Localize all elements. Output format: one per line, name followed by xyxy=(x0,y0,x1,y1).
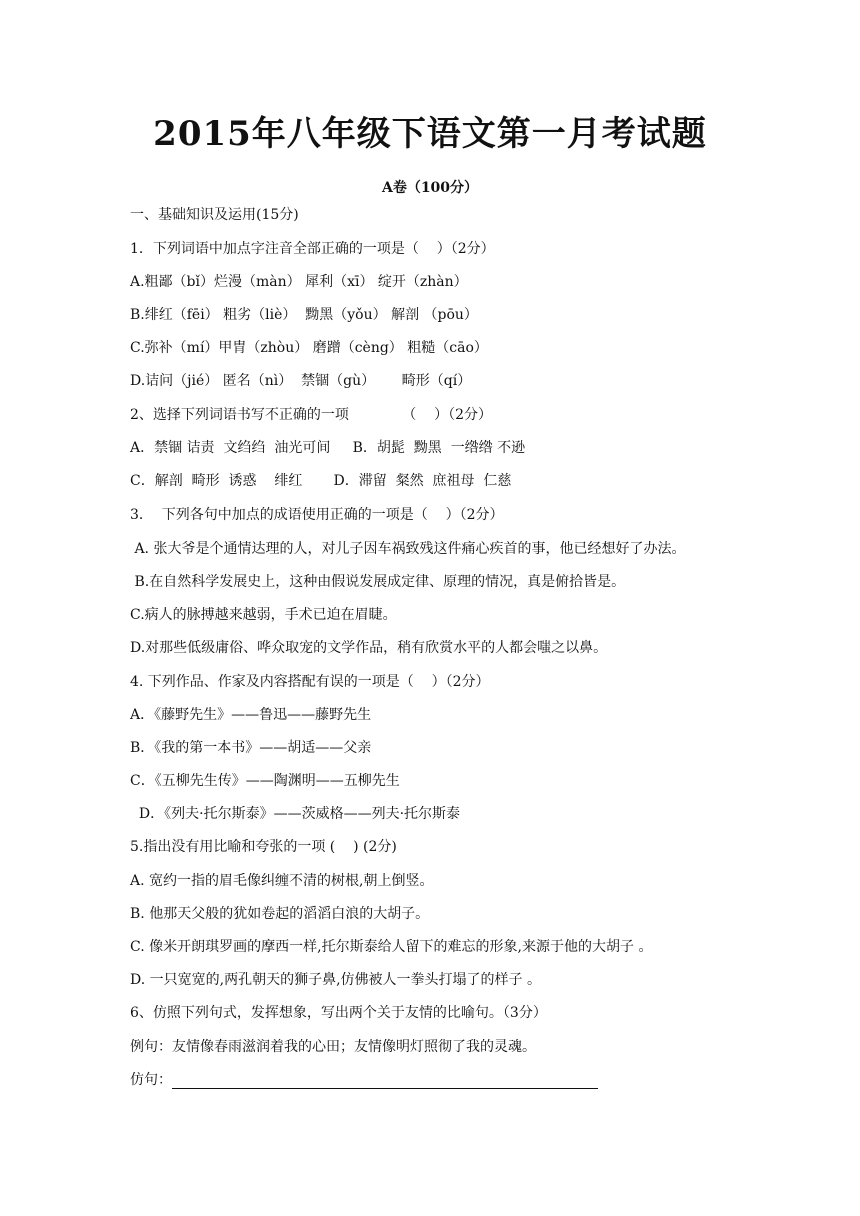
question-5-option-b: B. 他那天父般的犹如卷起的滔滔白浪的大胡子。 xyxy=(130,906,430,922)
question-5: 5.指出没有用比喻和夸张的一项 ( ) (2分) xyxy=(130,839,397,855)
question-2-options-cd: C．解剖 畸形 诱惑 绯红 D．滞留 粲然 庶祖母 仁慈 xyxy=(130,473,512,489)
section-heading: 一、基础知识及运用(15分) xyxy=(130,207,299,223)
question-4: 4. 下列作品、作家及内容搭配有误的一项是（ ）（2分） xyxy=(130,674,490,690)
question-5-option-c: C. 像米开朗琪罗画的摩西一样,托尔斯泰给人留下的难忘的形象,来源于他的大胡子 。 xyxy=(130,939,653,955)
question-3-option-c: C.病人的脉搏越来越弱，手术已迫在眉睫。 xyxy=(130,607,397,623)
question-5-option-d: D. 一只宽宽的,两孔朝天的狮子鼻,仿佛被人一拳头打塌了的样子 。 xyxy=(130,972,541,988)
question-4-option-a: A．《藤野先生》——鲁迅——藤野先生 xyxy=(130,707,372,723)
question-3-option-b: B.在自然科学发展史上，这种由假说发展成定律、原理的情况，真是俯拾皆是。 xyxy=(130,574,626,590)
answer-blank[interactable] xyxy=(172,1074,598,1089)
question-1-option-d: D.诘问（jié） 匿名（nì） 禁锢（gù） 畸形（qí） xyxy=(130,373,472,389)
question-1-option-b: B.绯红（fēi） 粗劣（liè） 黝黑（yǒu） 解剖 （pōu） xyxy=(130,307,478,323)
question-2: 2、选择下列词语书写不正确的一项 （ ）（2分） xyxy=(130,407,493,423)
question-6: 6、仿照下列句式，发挥想象，写出两个关于友情的比喻句。（3分） xyxy=(130,1005,547,1021)
question-1-option-c: C.弥补（mí）甲胄（zhòu） 磨蹭（cèng） 粗糙（cāo） xyxy=(130,340,488,356)
question-5-option-a: A. 宽约一指的眉毛像纠缠不清的树根,朝上倒竖。 xyxy=(130,873,434,889)
question-1: 1．下列词语中加点字注音全部正确的一项是（ ）（2分） xyxy=(130,241,495,257)
question-1-option-a: A.粗鄙（bǐ）烂漫（màn） 犀利（xī） 绽开（zhàn） xyxy=(130,274,468,290)
answer-label: 仿句： xyxy=(130,1072,172,1088)
question-3: 3． 下列各句中加点的成语使用正确的一项是（ ）（2分） xyxy=(130,507,504,523)
question-4-option-b: B．《我的第一本书》——胡适——父亲 xyxy=(130,740,372,756)
question-4-option-c: C．《五柳先生传》——陶渊明——五柳先生 xyxy=(130,773,400,789)
page-title: 2015年八年级下语文第一月考试题 xyxy=(153,114,707,154)
question-6-example: 例句：友情像春雨滋润着我的心田；友情像明灯照彻了我的灵魂。 xyxy=(130,1039,536,1055)
question-2-options-ab: A．禁锢 诘责 文绉绉 油光可间 B．胡髭 黝黑 一绺绺 不逊 xyxy=(130,440,526,456)
question-6-answer-row xyxy=(130,1071,598,1089)
question-3-option-a: A. 张大爷是个通情达理的人，对儿子因车祸致残这件痛心疾首的事，他已经想好了办法。 xyxy=(130,541,686,557)
question-3-option-d: D.对那些低级庸俗、哗众取宠的文学作品，稍有欣赏水平的人都会嗤之以鼻。 xyxy=(130,640,608,656)
question-4-option-d: D．《列夫·托尔斯泰》——茨威格——列夫·托尔斯泰 xyxy=(130,806,461,822)
section-subtitle: A卷（100分） xyxy=(381,180,479,196)
